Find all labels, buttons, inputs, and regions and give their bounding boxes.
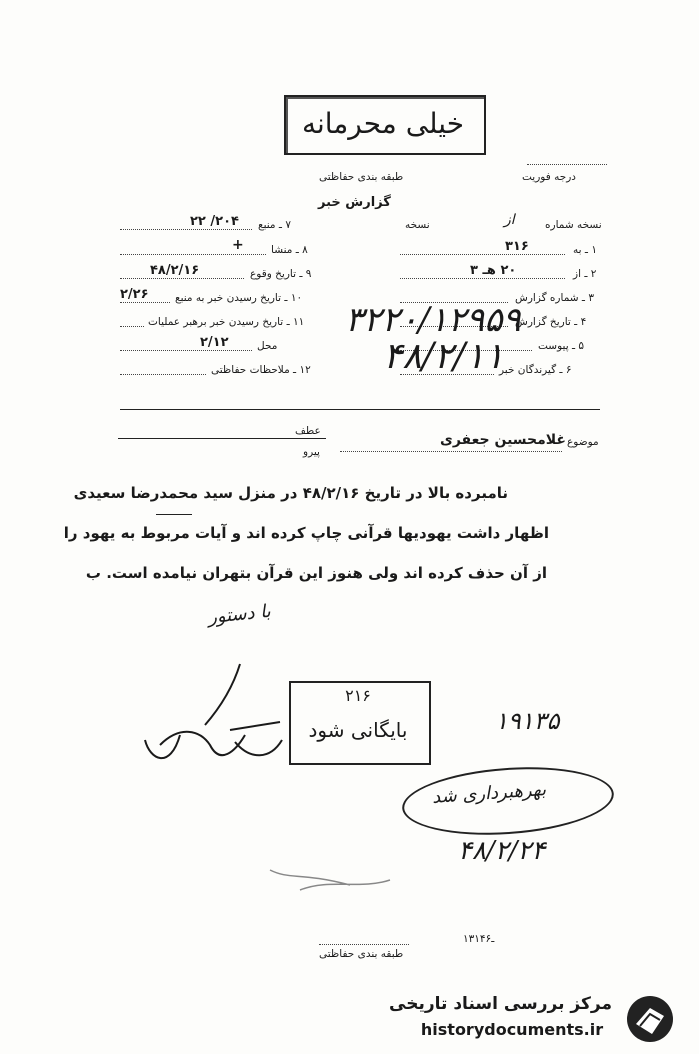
classification-label: طبقه بندی حفاظتی: [319, 171, 404, 183]
handwritten-report-date: ۴۸/۲/۱۱: [383, 336, 504, 377]
archive-logo: [389, 990, 682, 1046]
from-value: ۲۰ هـ ۳: [470, 263, 517, 278]
logo-title: مرکز بررسی اسناد تاریخی: [389, 994, 612, 1014]
seal-date: ۴۸/۲/۲۴: [458, 836, 546, 866]
source-label: ۷ ـ منبع: [258, 219, 291, 231]
attachment-label: ۵ ـ پیوست: [538, 340, 585, 352]
form-code: ۱۳۱ـ۴۶: [463, 933, 495, 945]
subject-side-top: عطف: [295, 425, 321, 437]
received-source-value: ۲/۲۶: [120, 287, 149, 302]
event-date-value: ۴۸/۲/۱۶: [150, 263, 200, 278]
origin-label: ۸ ـ منشا: [271, 244, 308, 256]
origin-value: +: [232, 237, 244, 253]
logo-url: historydocuments.ir: [420, 1020, 604, 1039]
book-logo-icon: [624, 994, 676, 1044]
from-label: ۲ ـ از: [573, 268, 597, 280]
source-value: ۲۰۴/ ۲۲: [190, 214, 239, 229]
received-source-label: ۱۰ ـ تاریخ رسیدن خبر به منبع: [175, 292, 303, 304]
footer-classification-label: طبقه بندی حفاظتی: [319, 948, 404, 960]
seal-text: بهرهبرداری شد: [431, 779, 547, 808]
report-number-label: ۳ ـ شماره گزارش: [515, 292, 594, 304]
archive-text: بایگانی شود: [308, 718, 408, 742]
body-line-1: نامبرده بالا در تاریخ ۴۸/۲/۱۶ در منزل سید محمدرضا سعیدی: [73, 484, 508, 502]
copy-number-label: نسخه شماره: [545, 219, 602, 231]
subject-label: موضوع: [567, 436, 599, 448]
copy-total-label: نسخه: [405, 219, 430, 231]
notes-label: ۱۲ ـ ملاحظات حفاظتی: [211, 364, 311, 376]
footer-line: [319, 944, 409, 945]
priority-label: درجه فوریت: [522, 171, 576, 183]
report-date-label: ۴ ـ تاریخ گزارش: [515, 316, 587, 328]
handwritten-report-number: ۳۲۲۰/۱۲۹۵۹: [345, 300, 521, 340]
to-value: ۳۱۶: [505, 239, 529, 254]
received-ops-label: ۱۱ ـ تاریخ رسیدن خبر برهبر عملیات: [148, 316, 305, 328]
dastur-note: با دستور: [207, 600, 272, 629]
subject-side-bottom: پیرو: [303, 446, 320, 458]
subject-value: غلامحسین جعفری: [440, 432, 566, 448]
body-line-3: از آن حذف کرده اند ولی هنوز این قرآن بتهران نیامده است. ب: [85, 564, 547, 582]
to-label: ۱ ـ به: [573, 244, 597, 256]
archive-number: ۲۱۶: [345, 686, 371, 705]
place-label: محل: [257, 340, 278, 352]
classification-stamp: خیلی محرمانه: [301, 106, 465, 140]
place-value: ۲/۱۲: [200, 335, 229, 350]
form-title: گزارش خبر: [318, 195, 391, 210]
recipients-label: ۶ ـ گیرندگان خبر: [499, 364, 572, 376]
copy-from-label: از: [504, 212, 515, 228]
event-date-label: ۹ ـ تاریخ وقوع: [250, 268, 312, 280]
handwritten-number: ۱۹۱۳۵: [495, 707, 560, 735]
body-line-2: اظهار داشت یهودیها قرآنی چاپ کرده اند و آیات مربوط به یهود را: [63, 524, 549, 542]
